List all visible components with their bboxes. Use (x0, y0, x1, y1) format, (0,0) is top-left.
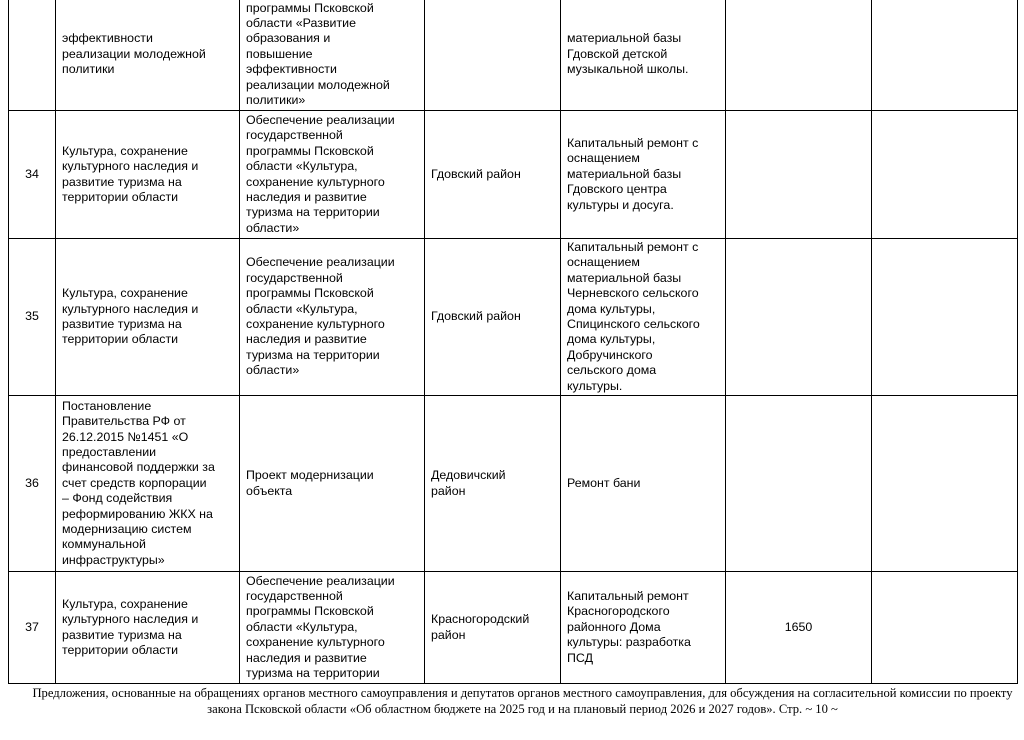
cell-object (561, 0, 726, 111)
basis-text: эффективности реализации молодежной политики (62, 31, 206, 77)
row-number (9, 0, 56, 111)
row-number: 36 (9, 396, 56, 572)
basis-text: Культура, сохранение культурного наследия и развитие туризма на территории области (62, 286, 199, 347)
basis-text: Культура, сохранение культурного наследия и развитие туризма на территории области (62, 596, 199, 657)
district-text: Гдовский район (431, 166, 521, 181)
program-text: программы Псковской области «Развитие образования и повышение эффективности реализации молодежной политики» (246, 0, 390, 108)
cell-district (425, 0, 561, 111)
cell-program (240, 572, 425, 684)
cell-amount: 1650 (726, 572, 872, 684)
cell-extra (872, 239, 1018, 396)
object-text: Капитальный ремонт с оснащением материальной базы Черневского сельского дома культуры, Спицинского сельского дома культуры, Добручинского сельского дома культуры. (567, 239, 700, 393)
district-text: Дедовичский район (431, 468, 506, 498)
table-row (9, 111, 1018, 239)
cell-program (240, 111, 425, 239)
table-row (9, 0, 1018, 111)
district-text: Гдовский район (431, 309, 521, 324)
cell-basis (56, 572, 240, 684)
cell-basis (56, 0, 240, 111)
cell-district (425, 239, 561, 396)
program-text: Обеспечение реализации государственной программы Псковской области «Культура, сохранение культурного наследия и развитие туризма на территории (246, 573, 395, 681)
cell-object (561, 239, 726, 396)
cell-extra (872, 0, 1018, 111)
district-text: Красногородский район (431, 612, 530, 642)
cell-basis (56, 239, 240, 396)
cell-program (240, 396, 425, 572)
cell-amount (726, 111, 872, 239)
cell-amount (726, 0, 872, 111)
object-text: Капитальный ремонт с оснащением материальной базы Гдовского центра культуры и досуга. (567, 135, 699, 212)
object-text: Ремонт бани (567, 475, 641, 490)
row-number: 37 (9, 572, 56, 684)
cell-object (561, 111, 726, 239)
cell-district (425, 572, 561, 684)
page-footer: Предложения, основанные на обращениях органов местного самоуправления и депутатов органов местного самоуправления, для обсуждения на согласительной комиссии по проекту закона Псковской области «Об областном бюджете на 2025 год и на плановый период 2026 и 2027 годов». Стр. ~ 10 ~ (32, 686, 1013, 716)
table-row (9, 396, 1018, 572)
program-text: Обеспечение реализации государственной программы Псковской области «Культура, сохранение культурного наследия и развитие туризма на территории области» (246, 112, 395, 235)
cell-extra (872, 572, 1018, 684)
row-number: 34 (9, 111, 56, 239)
table-row (9, 239, 1018, 396)
object-text: Капитальный ремонт Красногородского районного Дома культуры: разработка ПСД (567, 588, 691, 665)
cell-extra (872, 111, 1018, 239)
cell-district (425, 396, 561, 572)
cell-program (240, 239, 425, 396)
basis-text: Постановление Правительства РФ от 26.12.2015 №1451 «О предоставлении финансовой поддержки за счет средств корпорации – Фонд содействия реформированию ЖКХ на модернизацию систем коммунальной инфраструктуры» (62, 398, 215, 567)
cell-object (561, 396, 726, 572)
program-text: Проект модернизации объекта (246, 468, 374, 498)
program-text: Обеспечение реализации государственной программы Псковской области «Культура, сохранение культурного наследия и развитие туризма на территории области» (246, 255, 395, 378)
cell-amount (726, 239, 872, 396)
table-row (9, 572, 1018, 684)
basis-text: Культура, сохранение культурного наследия и развитие туризма на территории области (62, 143, 199, 204)
cell-object (561, 572, 726, 684)
cell-program (240, 0, 425, 111)
cell-basis (56, 396, 240, 572)
budget-proposals-table (8, 0, 1018, 684)
object-text: материальной базы Гдовской детской музыкальной школы. (567, 31, 689, 77)
cell-basis (56, 111, 240, 239)
cell-extra (872, 396, 1018, 572)
cell-district (425, 111, 561, 239)
cell-amount (726, 396, 872, 572)
row-number: 35 (9, 239, 56, 396)
